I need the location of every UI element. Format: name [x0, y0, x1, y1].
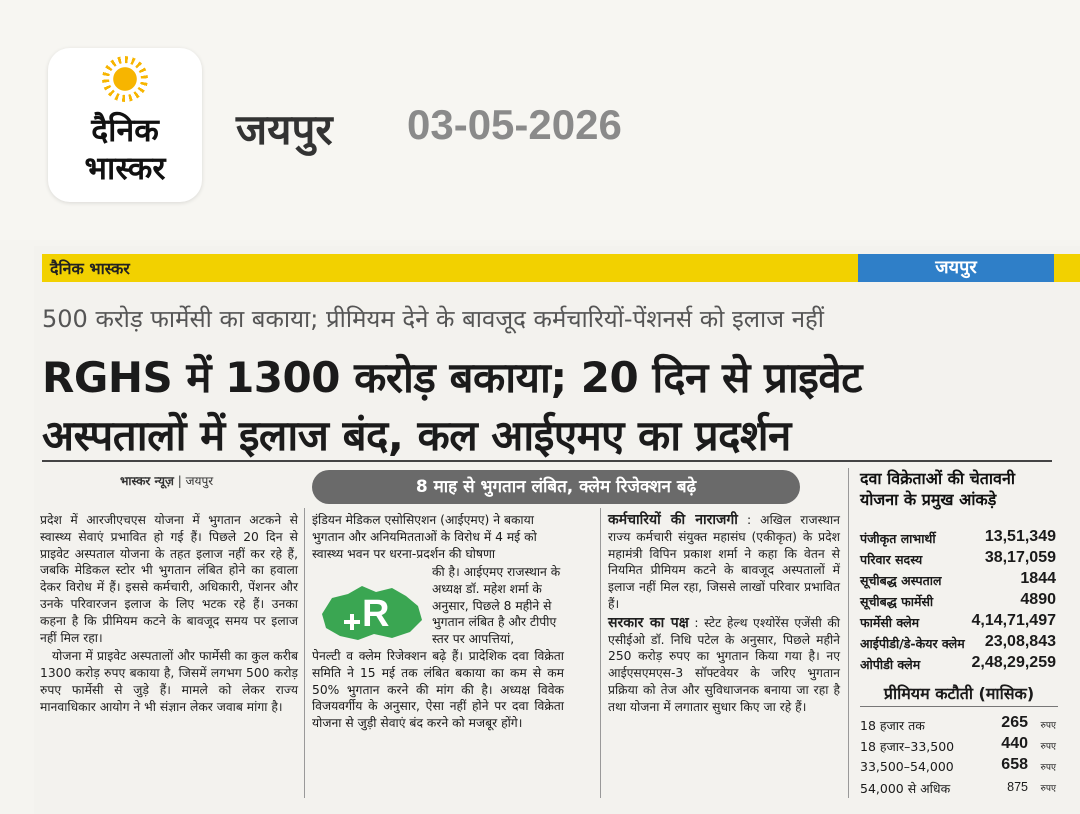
stat-value: 4890 — [1020, 591, 1056, 608]
stat-label: सूचीबद्ध अस्पताल — [860, 573, 942, 588]
premium-title: प्रीमियम कटौती (मासिक) — [883, 684, 1035, 703]
byline-city: जयपुर — [185, 474, 214, 488]
column-divider — [848, 468, 849, 798]
column-divider — [304, 508, 305, 798]
subhead-government: सरकार का पक्ष — [608, 614, 689, 631]
paragraph: योजना में प्राइवेट अस्पतालों और फार्मेसी का कुल करीब 1300 करोड़ रुपए बकाया है, जिसमें लगभग 500 करोड़ रुपए फार्मेसी से जुड़े हैं। मामले को लेकर राज्य मानवाधिकार आयोग ने भी संज्ञान लेकर जवाब मांगा है। — [40, 649, 298, 714]
premium-unit: रुपए — [1040, 721, 1056, 731]
dainik-bhaskar-logo — [48, 48, 202, 202]
stat-row — [860, 654, 1056, 674]
paragraph: प्रदेश में आरजीएचएस योजना में भुगतान अटकने से स्वास्थ्य सेवाएं प्रभावित हो गई हैं। पिछले 20 दिन से प्राइवेट अस्पताल योजना के तहत इलाज नहीं कर रहे हैं, जबकि मेडिकल स्टोर भी भुगतान लंबित होने का हवाला देकर विरोध में हैं। इससे कर्मचारी, अधिकारी, पेंशनर और उनके परिवारजन इलाज के लिए भटक रहे हैं। उनका कहना है कि प्रीमियम कटने के बावजूद समय पर इलाज नहीं मिल रहा। — [40, 513, 298, 645]
stat-label: सूचीबद्ध फार्मेसी — [860, 594, 934, 609]
premium-label: 18 हजार तक — [860, 718, 925, 733]
sun-icon — [108, 62, 142, 96]
stat-row — [860, 528, 1056, 548]
byline: भास्कर न्यूज़ | जयपुर — [120, 474, 214, 488]
stat-value: 38,17,059 — [984, 549, 1056, 566]
stat-label: परिवार सदस्य — [860, 552, 923, 567]
article-column-2-top: इंडियन मेडिकल एसोसिएशन (आईएमए) ने बकाया भुगतान और अनियमितताओं के विरोध में 4 मई को स्वास्थ्य भवन पर धरना-प्रदर्शन की घोषणा — [312, 513, 537, 561]
premium-row — [860, 777, 1056, 797]
premium-unit: रुपए — [1040, 763, 1056, 773]
article-column-2-bottom: पेनल्टी व क्लेम रिजेक्शन बढ़े हैं। प्रादेशिक दवा विक्रेता समिति ने 15 मई तक लंबित बकाया का कम से कम 50% भुगतान करने की मांग की है। अध्यक्ष विवेक विजयवर्गीय के अनुसार, ऐसा नहीं होने पर दवा विक्रेता योजना से जुड़ी सेवाएं बंद करने को मजबूर होंगे। — [312, 649, 564, 731]
stat-label: फार्मेसी क्लेम — [860, 615, 920, 630]
band-city-tag: जयपुर — [858, 254, 1054, 282]
stat-value: 1844 — [1020, 570, 1056, 587]
rghs-map-logo — [314, 584, 426, 642]
premium-label: 33,500–54,000 — [860, 759, 954, 774]
article-column-1 — [40, 512, 298, 718]
masthead-band — [42, 254, 1080, 282]
article-column-3 — [608, 512, 840, 718]
premium-rule — [860, 706, 1058, 707]
edition-date: 03-05-2026 — [407, 101, 622, 148]
subhead-pill: 8 माह से भुगतान लंबित, क्लेम रिजेक्शन बढ़े — [312, 470, 800, 504]
stat-row — [860, 570, 1056, 590]
stat-value: 23,08,843 — [984, 633, 1056, 650]
stat-label: पंजीकृत लाभार्थी — [860, 531, 936, 546]
sidebar-title — [860, 468, 1060, 510]
stat-value: 4,14,71,497 — [971, 612, 1056, 629]
logo-text-line1: दैनिक — [91, 111, 159, 149]
stat-row — [860, 612, 1056, 632]
article-column-2-right: की है। आईएमए राजस्थान के अध्यक्ष डॉ. महेश शर्मा के अनुसार, पिछले 8 महीने से भुगतान लंबित है और टीपीए स्तर पर आपत्तियां, — [432, 565, 561, 647]
premium-value: 875 — [1007, 780, 1028, 794]
stat-row — [860, 591, 1056, 611]
paragraph: : स्टेट हेल्थ एश्योरेंस एजेंसी की एसीईओ डॉ. निधि पटेल के अनुसार, पिछले महीने 250 करोड़ रुपए का भुगतान किया गया है। नए आईएसएमएस-3 सॉफ्टवेयर के जरिए भुगतान प्रक्रिया को तेज और सुविधाजनक बनाया जा रहा है तथा योजना में लगातार सुधार किए जा रहे हैं। — [608, 615, 840, 714]
premium-row — [860, 714, 1056, 734]
sidebar-title-line1: दवा विक्रेताओं की चेतावनी — [860, 469, 1015, 488]
premium-unit: रुपए — [1040, 742, 1056, 752]
subhead-employees: कर्मचारियों की नाराजगी — [608, 512, 738, 528]
headline-line2: अस्पतालों में इलाज बंद, कल आईएमए का प्रदर्शन — [42, 411, 791, 460]
band-brand: दैनिक भास्कर — [50, 259, 130, 278]
app-header — [0, 0, 1080, 240]
stat-label: आईपीडी/डे-केयर क्लेम — [860, 636, 965, 651]
sidebar-title-line2: योजना के प्रमुख आंकड़े — [860, 490, 997, 509]
stat-label: ओपीडी क्लेम — [860, 657, 921, 672]
logo-text-line2: भास्कर — [84, 149, 166, 187]
stat-value: 13,51,349 — [984, 528, 1056, 545]
premium-value: 658 — [1001, 756, 1028, 773]
stat-row — [860, 549, 1056, 569]
column-divider — [600, 508, 601, 798]
premium-value: 265 — [1001, 714, 1028, 731]
headline-line1: RGHS में 1300 करोड़ बकाया; 20 दिन से प्राइवेट — [42, 353, 862, 402]
newspaper-clipping — [34, 246, 1080, 814]
byline-source: भास्कर न्यूज़ — [120, 474, 174, 488]
premium-row — [860, 756, 1056, 776]
premium-unit: रुपए — [1040, 784, 1056, 794]
premium-label: 18 हजार–33,500 — [860, 739, 955, 754]
premium-value: 440 — [1001, 735, 1028, 752]
premium-row — [860, 735, 1056, 755]
kicker: 500 करोड़ फार्मेसी का बकाया; प्रीमियम देने के बावजूद कर्मचारियों-पेंशनर्स को इलाज नहीं — [42, 305, 824, 333]
svg-text:R: R — [362, 593, 390, 635]
headline-rule — [42, 460, 1052, 462]
premium-label: 54,000 से अधिक — [860, 781, 951, 796]
paragraph: : अखिल राजस्थान राज्य कर्मचारी संयुक्त महासंघ (एकीकृत) के प्रदेश महामंत्री विपिन प्रकाश शर्मा ने कहा कि वेतन से नियमित प्रीमियम कटने के बावजूद अस्पतालों में इलाज नहीं मिल रहा, जिससे लाखों परिवार प्रभावित हैं। — [608, 513, 840, 611]
stat-row — [860, 633, 1056, 653]
edition-city: जयपुर — [236, 105, 333, 154]
stat-value: 2,48,29,259 — [971, 654, 1056, 671]
